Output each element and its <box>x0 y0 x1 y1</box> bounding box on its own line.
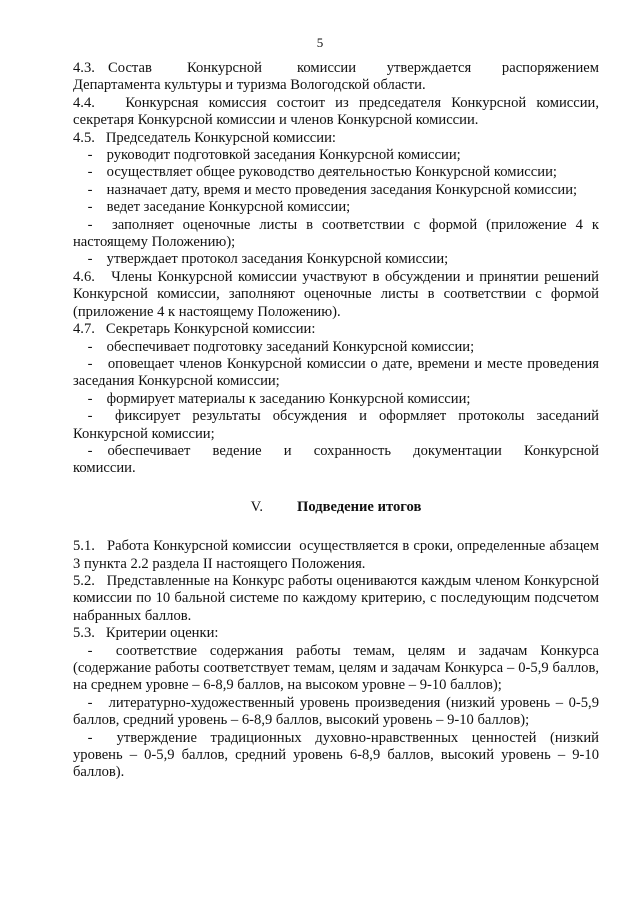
dash-bullet: - <box>87 181 93 198</box>
list-item: - руководит подготовкой заседания Конкурсной комиссии; <box>73 147 599 164</box>
dash-bullet: - <box>87 216 93 233</box>
dash-bullet: - <box>87 390 93 407</box>
list-item: - оповещает членов Конкурсной комиссии о дате, времени и месте проведения заседания Конкурсной комиссии; <box>73 355 599 390</box>
paragraph-4-4: 4.4. Конкурсная комиссия состоит из председателя Конкурсной комиссии, секретаря Конкурсной комиссии и членов Конкурсной комиссии. <box>73 94 599 129</box>
paragraph-5-2: 5.2. Представленные на Конкурс работы оцениваются каждым членом Конкурсной комиссии по 10 бальной системе по каждому критерию, с последующим подсчетом набранных баллов. <box>73 572 599 624</box>
paragraph-4-6: 4.6. Члены Конкурсной комиссии участвуют в обсуждении и принятии решений Конкурсной комиссии, заполняют оценочные листы в соответствии с формой (приложение 4 к настоящему Положению). <box>73 268 599 320</box>
list-item: - литературно-художественный уровень произведения (низкий уровень – 0-5,9 баллов, средний уровень – 6-8,9 баллов, высокий уровень – 9-10 баллов); <box>73 694 599 729</box>
page-number: 5 <box>316 35 324 50</box>
dash-bullet: - <box>87 355 93 372</box>
list-item: - назначает дату, время и место проведения заседания Конкурсной комиссии; <box>73 182 599 199</box>
list-item: - осуществляет общее руководство деятельностью Конкурсной комиссии; <box>73 164 599 181</box>
dash-bullet: - <box>87 199 93 216</box>
dash-bullet: - <box>87 408 93 425</box>
paragraph-4-3: 4.3. Состав Конкурсной комиссии утверждается распоряжением Департамента культуры и туризма Вологодской области. <box>73 60 599 94</box>
document-body <box>73 60 599 782</box>
dash-bullet: - <box>87 694 93 711</box>
list-item: - утверждение традиционных духовно-нравственных ценностей (низкий уровень – 0-5,9 баллов, средний уровень 6-8,9 баллов, высокий уровень – 9-10 баллов). <box>73 729 599 781</box>
section-title: Подведение итогов <box>296 498 422 515</box>
section-number: V. <box>250 498 263 515</box>
dash-bullet: - <box>87 147 93 164</box>
section-heading <box>73 499 599 516</box>
list-item: - обеспечивает ведение и сохранность документации Конкурсной комиссии. <box>73 442 599 477</box>
dash-bullet: - <box>87 642 93 659</box>
dash-bullet: - <box>87 729 93 746</box>
paragraph-5-3: 5.3. Критерии оценки: <box>73 625 219 642</box>
list-item: - ведет заседание Конкурсной комиссии; <box>73 199 599 216</box>
list-item: - формирует материалы к заседанию Конкурсной комиссии; <box>73 391 599 408</box>
list-item: - заполняет оценочные листы в соответствии с формой (приложение 4 к настоящему Положению); <box>73 216 599 251</box>
list-item: - обеспечивает подготовку заседаний Конкурсной комиссии; <box>73 339 599 356</box>
dash-bullet: - <box>87 338 93 355</box>
dash-bullet: - <box>87 442 93 459</box>
dash-bullet: - <box>87 164 93 181</box>
list-item: - утверждает протокол заседания Конкурсной комиссии; <box>73 251 599 268</box>
list-item: - фиксирует результаты обсуждения и оформляет протоколы заседаний Конкурсной комиссии; <box>73 408 599 442</box>
list-item: - соответствие содержания работы темам, целям и задачам Конкурса (содержание работы соответствует темам, целям и задачам Конкурса – 0-5,9 баллов, на среднем уровне – 6-8,9 баллов, на высоком уровне – 9-10 баллов); <box>73 642 599 694</box>
paragraph-5-1: 5.1. Работа Конкурсной комиссии осуществляется в сроки, определенные абзацем 3 пункта 2.2 раздела II настоящего Положения. <box>73 538 599 572</box>
paragraph-4-7: 4.7. Секретарь Конкурсной комиссии: <box>73 321 316 338</box>
paragraph-4-5: 4.5. Председатель Конкурсной комиссии: <box>73 129 336 146</box>
dash-bullet: - <box>87 251 93 268</box>
